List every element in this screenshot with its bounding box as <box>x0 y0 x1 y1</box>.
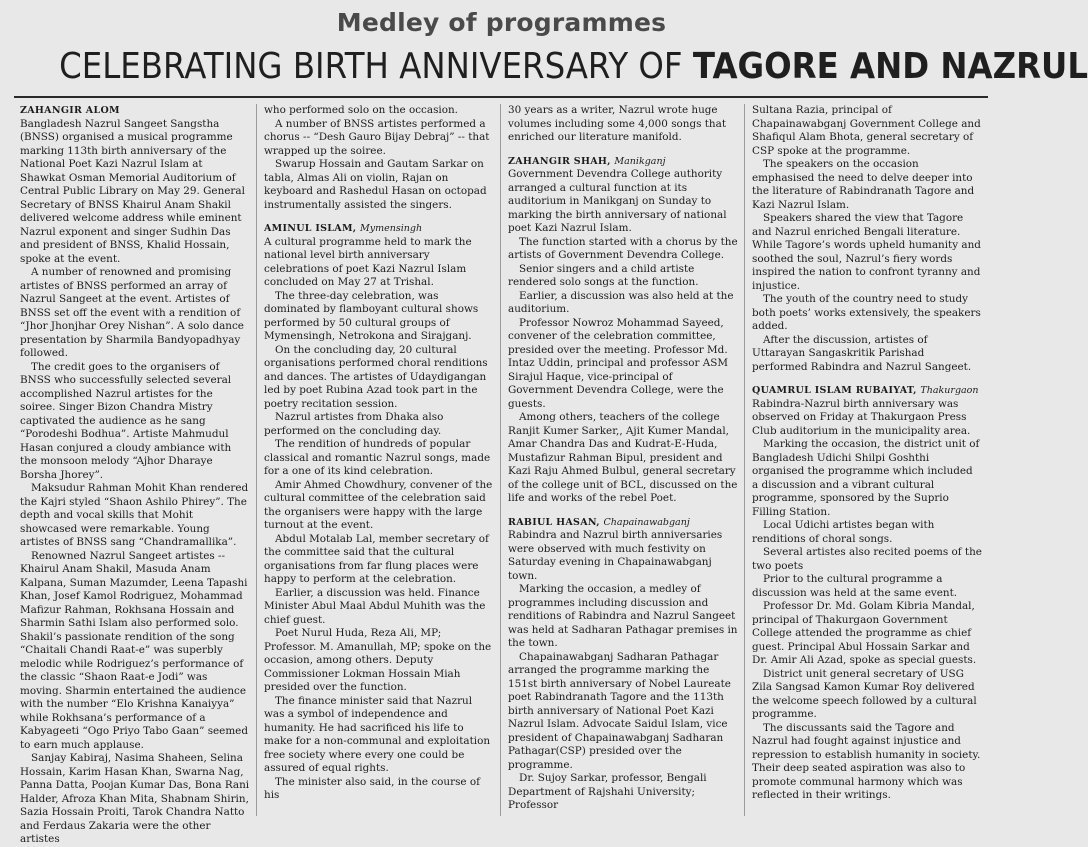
paragraph: The rendition of hundreds of popular classical and romantic Nazrul songs, made for a one of its kind celebration. <box>264 438 491 477</box>
paragraph: Professor Nowroz Mohammad Sayeed, convener of the celebration committee, presided over the meeting. Professor Md. Intaz Uddin, principal and professor ASM Sirajul Haque, vice-principal of Government Devendra College, were the guests. <box>508 316 729 410</box>
paragraph: The speakers on the occasion emphasised the need to delve deeper into the literature of Rabindranath Tagore and Kazi Nazrul Islam. <box>752 158 975 211</box>
paragraph: The finance minister said that Nazrul was a symbol of independence and humanity. He had sacrificed his life to make for a non-communal and exploitation free society where every one could be assured of equal rights. <box>264 694 491 774</box>
page-headline <box>59 42 1088 92</box>
column-4 <box>752 104 982 822</box>
paragraph: Dr. Sujoy Sarkar, professor, Bengali Department of Rajshahi University; Professor <box>508 772 707 811</box>
paragraph: Government Devendra College authority arranged a cultural function at its auditorium in Manikganj on Sunday to marking the birth anniversary of national poet Kazi Nazrul Islam. <box>508 168 727 234</box>
paragraph: Amir Ahmed Chowdhury, convener of the cultural committee of the celebration said the organisers were happy with the large turnout at the event. <box>264 478 493 531</box>
byline-place: Thakurgaon <box>920 385 979 396</box>
paragraph: Marking the occasion, the district unit of Bangladesh Udichi Shilpi Goshthi organised the programme which included a discussion and a vibrant cultural programme, sponsored by the Suprio Filling Station. <box>752 438 980 518</box>
paragraph: A cultural programme held to mark the national level birth anniversary celebrations of poet Kazi Nazrul Islam concluded on May 27 at Trishal. <box>264 235 472 288</box>
byline-place: Mymensingh <box>359 223 423 234</box>
paragraph: Among others, teachers of the college Ranjit Kumer Sarker,, Ajit Kumer Mandal, Amar Chandra Das and Kudrat-E-Huda, Mustafizur Rahman Bipul, president and Kazi Raju Ahmed Bulbul, general secretary of the college unit of BCL, discussed on the life and works of the rebel Poet. <box>508 411 738 504</box>
paragraph: Chapainawabganj Sadharan Pathagar arranged the programme marking the 151st birth anniversary of Nobel Laureate poet Rabindranath Tagore and the 113th birth anniversary of National Poet Kazi Nazrul Islam. Advocate Saidul Islam, vice president of Chapainawabganj Sadharan Pathagar(CSP) presided over the programme. <box>508 650 731 771</box>
byline-place: Chapainawabganj <box>603 516 690 528</box>
byline-name: ZAHANGIR SHAH, <box>508 155 611 167</box>
paragraph: Local Udichi artistes began with renditions of choral songs. <box>752 519 935 545</box>
paragraph: The minister also said, in the course of his <box>264 775 480 801</box>
paragraph: Poet Nurul Huda, Reza Ali, MP; Professor. M. Amanullah, MP; spoke on the occasion, among others. Deputy Commissioner Lokman Hossain Miah presided over the function. <box>264 627 492 693</box>
column-divider <box>500 104 501 816</box>
paragraph: Marking the occasion, a medley of programmes including discussion and renditions of Rabindra and Nazrul Sangeet was held at Sadharan Pathagar premises in the town. <box>508 583 738 649</box>
paragraph: Rabindra and Nazrul birth anniversaries were observed with much festivity on Saturday evening in Chapainawabganj town. <box>508 529 723 582</box>
section-kicker: Medley of programmes <box>336 8 667 37</box>
paragraph: Senior singers and a child artiste rendered solo songs at the function. <box>508 262 699 288</box>
paragraph: who performed solo on the occasion. <box>264 104 458 116</box>
byline-place: Manikganj <box>614 155 666 167</box>
paragraph: The credit goes to the organisers of BNSS who successfully selected several accomplished Nazrul artistes for the soiree. Singer Bizon Chandra Mistry captivated the audience as he sang “Porodeshi Bodhua”. Artiste Mahmudul Hasan conjured a cloudy ambiance with the monsoon melody “Ajhor Dharaye Borsha Jhorey”. <box>20 360 232 481</box>
paragraph: Prior to the cultural programme a discussion was held at the same event. <box>752 573 958 599</box>
paragraph: 30 years as a writer, Nazrul wrote huge volumes including some 4,000 songs that enriched our literature manifold. <box>508 104 726 143</box>
paragraph: District unit general secretary of USG Zila Sangsad Kamon Kumar Roy delivered the welcome speech followed by a cultural programme. <box>752 667 977 720</box>
paragraph: The youth of the country need to study both poets’ works extensively, the speakers added. <box>752 293 981 332</box>
paragraph: Rabindra-Nazrul birth anniversary was observed on Friday at Thakurgaon Press Club auditorium in the municipality area. <box>752 397 971 437</box>
column-2 <box>264 104 494 822</box>
headline-light: CELEBRATING BIRTH ANNIVERSARY OF <box>59 46 683 87</box>
headline-rule <box>14 96 988 98</box>
paragraph: Sanjay Kabiraj, Nasima Shaheen, Selina Hossain, Karim Hasan Khan, Swarna Nag, Panna Datta, Poojan Kumar Das, Bona Rani Halder, Afroza Khan Mita, Shabnam Shirin, Sazia Hossain Proiti, Tarok Chandra Natto and Ferdaus Zakaria were the other artistes <box>20 752 250 845</box>
paragraph: Sultana Razia, principal of Chapainawabganj Government College and Shafiqul Alam Bhota, general secretary of CSP spoke at the programme. <box>752 104 981 157</box>
paragraph: A number of BNSS artistes performed a chorus -- “Desh Gauro Bijay Debraj” -- that wrapped up the soiree. <box>264 117 490 157</box>
paragraph: The three-day celebration, was dominated by flamboyant cultural shows performed by 50 cultural groups of Mymensingh, Netrokona and Sirajganj. <box>264 289 479 342</box>
headline-bold: TAGORE AND NAZRUL <box>692 46 1088 87</box>
byline <box>264 222 494 236</box>
paragraph: A number of renowned and promising artistes of BNSS performed an array of Nazrul Sangeet at the event. Artistes of BNSS set off the event with a rendition of “Jhor Jhonjhar Orey Nishan”. A solo dance presentation by Sharmila Bandyopadhyay followed. <box>20 266 244 359</box>
byline-name: QUAMRUL ISLAM RUBAIYAT, <box>752 385 917 396</box>
column-3 <box>508 104 738 822</box>
byline <box>508 516 738 530</box>
paragraph: Nazrul artistes from Dhaka also performed on the concluding day. <box>264 411 444 437</box>
byline <box>752 384 982 398</box>
column-1 <box>20 104 250 845</box>
paragraph: The discussants said the Tagore and Nazrul had fought against injustice and repression to establish humanity in society. Their deep seated aspiration was also to promote communal harmony which was reflected in their writings. <box>752 721 981 801</box>
byline <box>508 155 738 169</box>
paragraph: Abdul Motalab Lal, member secretary of the committee said that the cultural organisations from far flung places were happy to perform at the celebration. <box>264 532 489 585</box>
paragraph: After the discussion, artistes of Uttarayan Sangaskritik Parishad performed Rabindra and Nazrul Sangeet. <box>752 333 972 373</box>
paragraph: Renowned Nazrul Sangeet artistes -- Khairul Anam Shakil, Masuda Anam Kalpana, Suman Mazumder, Leena Tapashi Khan, Josef Kamol Rodriguez, Mohammad Mafizur Rahman, Rokhsana Hossain and Sharmin Sathi Islam also performed solo. Shakil’s passionate rendition of the song “Chaitali Chandi Raat-e” was superbly melodic while Rodriguez’s performance of the classic “Shaon Raat-e Jodi” was moving. Sharmin entertained the audience with the number “Elo Krishna Kanaiyya” while Rokhsana’s performance of a Kabyageeti “Ogo Priyo Tabo Gaan” seemed to earn much applause. <box>20 549 248 751</box>
paragraph: The function started with a chorus by the artists of Government Devendra College. <box>508 235 738 261</box>
column-divider <box>744 104 745 816</box>
byline-name: AMINUL ISLAM, <box>264 223 357 234</box>
paragraph: Swarup Hossain and Gautam Sarkar on tabla, Almas Ali on violin, Rajan on keyboard and Rashedul Hasan on octopad instrumentally assisted the singers. <box>264 158 487 211</box>
paragraph: Earlier, a discussion was held. Finance Minister Abul Maal Abdul Muhith was the chief guest. <box>264 586 486 626</box>
paragraph: Earlier, a discussion was also held at the auditorium. <box>508 289 734 315</box>
byline: ZAHANGIR ALOM <box>20 105 120 116</box>
paragraph: Maksudur Rahman Mohit Khan rendered the Kajri styled “Shaon Ashilo Phirey”. The depth and vocal skills that Mohit showcased were remarkable. Young artistes of BNSS sang “Chandramallika”. <box>20 482 249 548</box>
paragraph: Several artistes also recited poems of the two poets <box>752 546 982 572</box>
column-divider <box>256 104 257 816</box>
byline-name: RABIUL HASAN, <box>508 516 600 528</box>
paragraph: On the concluding day, 20 cultural organisations performed choral renditions and dances. The artistes of Udaydigangan led by poet Rubina Azad took part in the poetry recitation session. <box>264 343 488 410</box>
paragraph: Bangladesh Nazrul Sangeet Sangstha (BNSS) organised a musical programme marking 113th birth anniversary of the National Poet Kazi Nazrul Islam at Shawkat Osman Memorial Auditorium of Central Public Library on May 29. General Secretary of BNSS Khairul Anam Shakil delivered welcome address while eminent Nazrul exponent and singer Sudhin Das and president of BNSS, Khalid Hossain, spoke at the event. <box>20 117 245 265</box>
paragraph: Speakers shared the view that Tagore and Nazrul enriched Bengali literature. While Tagore’s words upheld humanity and soothed the soul, Nazrul’s fiery words inspired the nation to confront tyranny and injustice. <box>752 212 981 292</box>
paragraph: Professor Dr. Md. Golam Kibria Mandal, principal of Thakurgaon Government College attended the programme as chief guest. Principal Abul Hossain Sarkar and Dr. Amir Ali Azad, spoke as special guests. <box>752 600 977 666</box>
